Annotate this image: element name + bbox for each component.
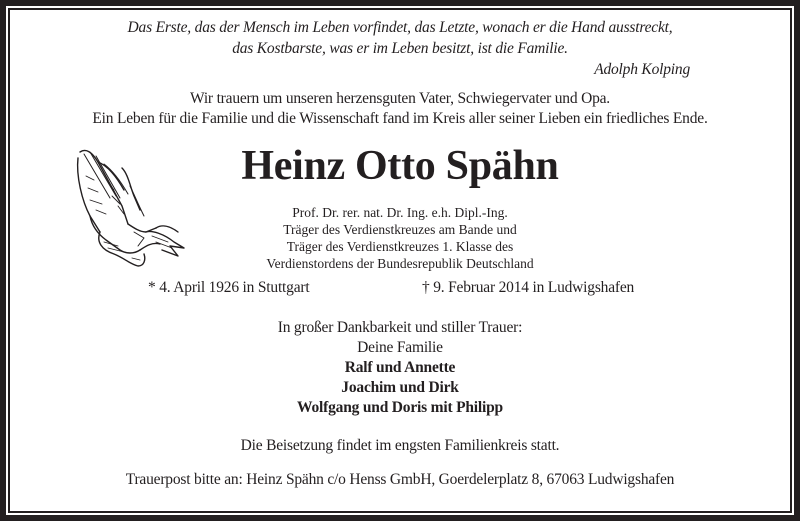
quote-line-2: das Kostbarste, was er im Leben besitzt, ist die Familie. bbox=[232, 40, 568, 57]
mail-address: Trauerpost bitte an: Heinz Spähn c/o Henss GmbH, Goerdelerplatz 8, 67063 Ludwigshafen bbox=[125, 471, 675, 488]
honor-line-3: Verdienstordens der Bundesrepublik Deutschland bbox=[266, 256, 534, 271]
quote-line-1: Das Erste, das der Mensch im Leben vorfindet, das Letzte, wonach er die Hand ausstreckt, bbox=[127, 19, 673, 36]
mourners-intro: In großer Dankbarkeit und stiller Trauer: bbox=[277, 319, 523, 336]
quote-author: Adolph Kolping bbox=[594, 61, 690, 78]
honor-line-2: Träger des Verdienstkreuzes 1. Klasse des bbox=[286, 239, 514, 254]
deceased-name: Heinz Otto Spähn bbox=[241, 143, 559, 189]
death-date: † 9. Februar 2014 in Ludwigshafen bbox=[422, 279, 635, 296]
mourner-name: Joachim und Dirk bbox=[341, 379, 459, 396]
honor-line-1: Träger des Verdienstkreuzes am Bande und bbox=[283, 222, 517, 237]
intro-line-2: Ein Leben für die Familie und die Wissenschaft fand im Kreis aller seiner Lieben ein friedliches Ende. bbox=[92, 110, 708, 127]
intro-line-1: Wir trauern um unseren herzensguten Vater, Schwiegervater und Opa. bbox=[190, 90, 610, 107]
obituary-notice bbox=[8, 8, 792, 513]
academic-title: Prof. Dr. rer. nat. Dr. Ing. e.h. Dipl.-Ing. bbox=[292, 205, 508, 220]
mourner-name: Wolfgang und Doris mit Philipp bbox=[297, 399, 503, 416]
family-label: Deine Familie bbox=[357, 339, 443, 356]
mourner-name: Ralf und Annette bbox=[344, 359, 456, 376]
burial-note: Die Beisetzung findet im engsten Familienkreis statt. bbox=[240, 437, 560, 454]
birth-date: * 4. April 1926 in Stuttgart bbox=[148, 279, 310, 296]
notice-outer-frame bbox=[6, 6, 794, 515]
